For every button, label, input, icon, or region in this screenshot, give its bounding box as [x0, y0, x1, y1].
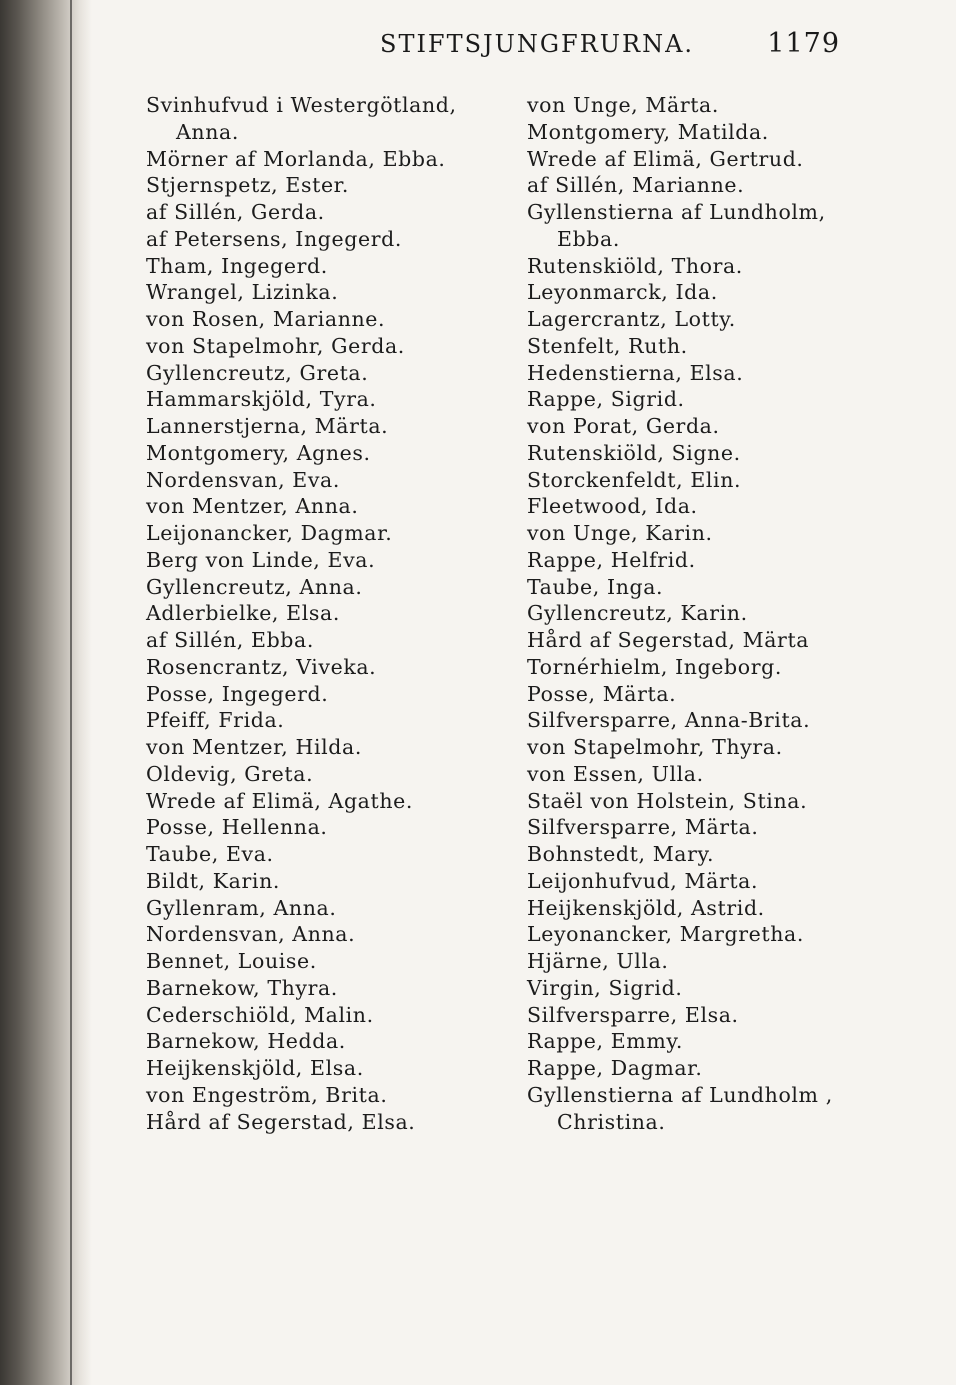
name-entry: Barnekow, Thyra. — [146, 975, 338, 1000]
name-entry: Gyllenram, Anna. — [146, 895, 337, 920]
name-entry: Tham, Ingegerd. — [146, 253, 328, 278]
name-entry: Bennet, Louise. — [146, 949, 317, 973]
name-entry: Gyllencreutz, Greta. — [146, 360, 369, 385]
name-entry: Leijonancker, Dagmar. — [146, 521, 393, 545]
name-entry-continuation: Ebba. — [557, 226, 620, 251]
name-entry: Gyllencreutz, Anna. — [146, 574, 363, 599]
name-entry: Montgomery, Matilda. — [527, 119, 769, 144]
name-entry: af Sillén, Gerda. — [146, 200, 325, 224]
name-entry: Bohnstedt, Mary. — [527, 842, 715, 866]
name-entry: Hård af Segerstad, Elsa. — [146, 1109, 416, 1134]
page-header — [380, 30, 840, 60]
name-entry: Tornérhielm, Ingeborg. — [527, 654, 782, 679]
right-name-column — [527, 92, 927, 1135]
name-entry-continuation: Anna. — [176, 119, 239, 144]
name-entry: Silfversparre, Anna-Brita. — [527, 708, 811, 733]
name-entry: Staël von Holstein, Stina. — [527, 788, 808, 813]
name-entry: Virgin, Sigrid. — [527, 975, 683, 1000]
page-number: 1179 — [767, 28, 840, 59]
name-entry: Nordensvan, Eva. — [146, 467, 340, 492]
name-entry: Posse, Märta. — [527, 681, 677, 706]
name-entry: von Mentzer, Hilda. — [146, 735, 362, 759]
name-entry: af Sillén, Ebba. — [146, 628, 314, 652]
name-entry: Mörner af Morlanda, Ebba. — [146, 146, 446, 171]
name-entry: von Porat, Gerda. — [527, 414, 720, 438]
name-entry: Adlerbielke, Elsa. — [146, 601, 340, 626]
name-entry: Silfversparre, Märta. — [527, 815, 759, 840]
name-entry: Montgomery, Agnes. — [146, 440, 371, 465]
name-entry: Lannerstjerna, Märta. — [146, 414, 389, 438]
name-entry: Wrede af Elimä, Agathe. — [146, 788, 413, 813]
name-entry: Taube, Eva. — [146, 842, 274, 866]
name-entry: Hammarskjöld, Tyra. — [146, 387, 377, 412]
name-entry: Stjernspetz, Ester. — [146, 173, 349, 198]
name-entry: Wrede af Elimä, Gertrud. — [527, 146, 804, 171]
name-entry: Rappe, Dagmar. — [527, 1056, 703, 1080]
name-entry: Oldevig, Greta. — [146, 761, 314, 786]
name-entry: von Unge, Karin. — [527, 521, 713, 545]
name-entry: Berg von Linde, Eva. — [146, 547, 376, 572]
name-entry: Fleetwood, Ida. — [527, 494, 698, 519]
name-entry: Pfeiff, Frida. — [146, 708, 285, 733]
name-entry: af Sillén, Marianne. — [527, 173, 745, 198]
name-entry: Rosencrantz, Viveka. — [146, 654, 377, 679]
name-entry: af Petersens, Ingegerd. — [146, 226, 402, 251]
name-entry: Heijkenskjöld, Elsa. — [146, 1056, 364, 1080]
name-entry: Hård af Segerstad, Märta — [527, 628, 810, 652]
name-entry: von Stapelmohr, Gerda. — [146, 333, 405, 358]
name-entry: Leyonancker, Margretha. — [527, 922, 804, 947]
name-entry: von Unge, Märta. — [527, 93, 719, 117]
name-entry: von Essen, Ulla. — [527, 761, 704, 786]
name-entry: Leyonmarck, Ida. — [527, 280, 718, 305]
name-entry: Rappe, Emmy. — [527, 1029, 683, 1054]
book-binding-shadow — [0, 0, 92, 1385]
name-entry: Svinhufvud i Westergötland, — [146, 93, 457, 117]
name-entry: Nordensvan, Anna. — [146, 922, 356, 947]
name-entry: Gyllenstierna af Lundholm , — [527, 1082, 833, 1107]
name-entry: von Rosen, Marianne. — [146, 307, 386, 331]
name-entry: Gyllenstierna af Lundholm, — [527, 200, 826, 224]
name-entry: Rappe, Helfrid. — [527, 547, 696, 572]
binding-edge-line — [70, 0, 72, 1385]
name-entry: Leijonhufvud, Märta. — [527, 868, 759, 893]
name-entry: Stenfelt, Ruth. — [527, 333, 688, 358]
name-entry: Hedenstierna, Elsa. — [527, 360, 744, 385]
name-entry: Rutenskiöld, Thora. — [527, 253, 743, 278]
name-entry: von Mentzer, Anna. — [146, 494, 359, 519]
name-entry: Hjärne, Ulla. — [527, 949, 669, 973]
name-entry: Storckenfeldt, Elin. — [527, 467, 742, 492]
name-entry: von Engeström, Brita. — [146, 1082, 388, 1107]
name-entry: Rutenskiöld, Signe. — [527, 440, 741, 465]
name-entry: Heijkenskjöld, Astrid. — [527, 895, 765, 920]
name-entry: Wrangel, Lizinka. — [146, 280, 339, 305]
name-entry: Lagercrantz, Lotty. — [527, 307, 736, 331]
name-entry: Cederschiöld, Malin. — [146, 1002, 374, 1027]
left-name-column — [146, 92, 516, 1135]
name-entry: Rappe, Sigrid. — [527, 387, 685, 412]
name-entry: Bildt, Karin. — [146, 868, 280, 893]
name-entry: von Stapelmohr, Thyra. — [527, 735, 783, 759]
name-entry: Posse, Hellenna. — [146, 815, 328, 840]
name-entry: Silfversparre, Elsa. — [527, 1002, 739, 1027]
name-entry-continuation: Christina. — [557, 1109, 666, 1134]
name-entry: Taube, Inga. — [527, 574, 664, 599]
name-entry: Barnekow, Hedda. — [146, 1029, 346, 1054]
running-head: STIFTSJUNGFRURNA. — [380, 30, 695, 58]
name-entry: Gyllencreutz, Karin. — [527, 601, 748, 626]
name-entry: Posse, Ingegerd. — [146, 681, 329, 706]
